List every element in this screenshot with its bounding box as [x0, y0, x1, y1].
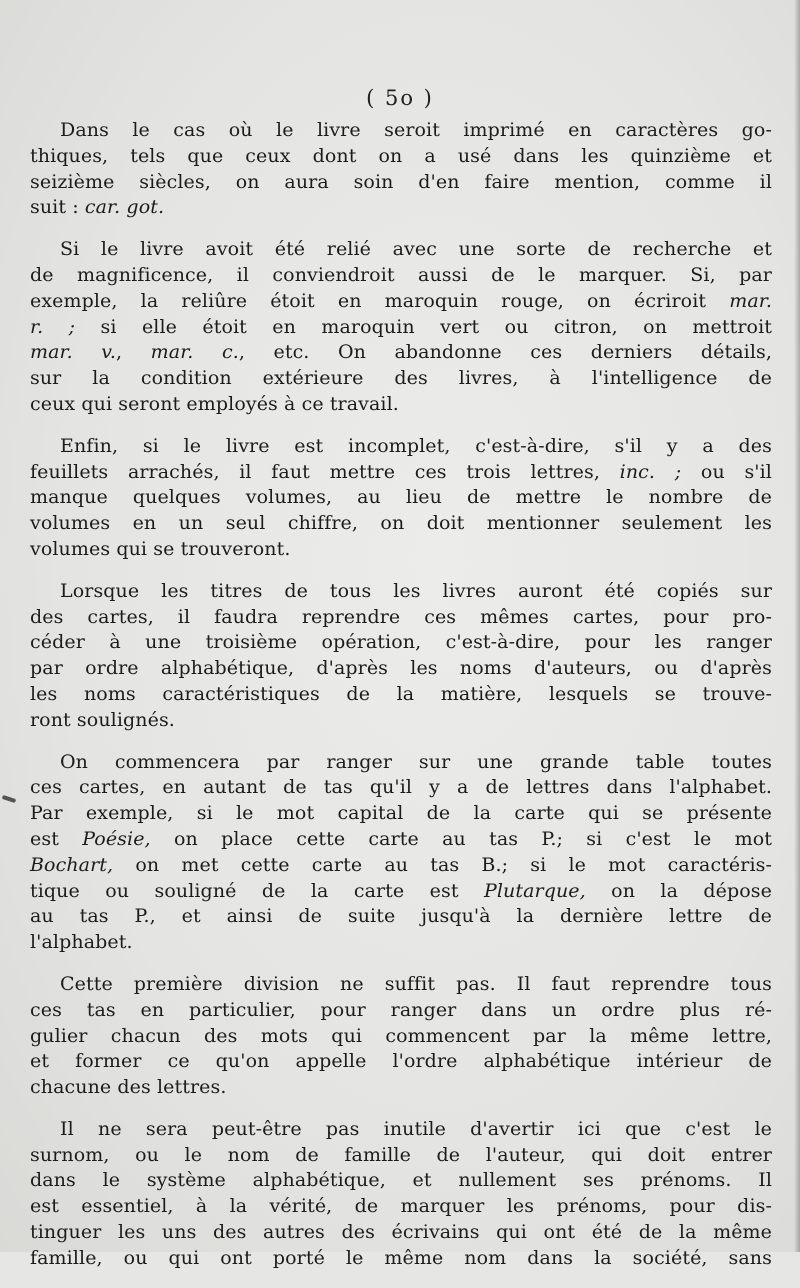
text-line: céder à une troisième opération, c'est-à-dire, pour les ranger	[30, 631, 772, 654]
text-line: volumes qui se trouveront.	[30, 537, 291, 560]
text-line	[30, 853, 772, 879]
text-line	[30, 289, 772, 315]
text-line: et former ce qu'on appelle l'ordre alphabétique intérieur de	[30, 1050, 772, 1073]
paragraph-2	[30, 237, 772, 418]
text-line: sur la condition extérieure des livres, à l'intelligence de	[30, 367, 772, 390]
paragraph-7	[30, 1117, 772, 1272]
text-line: ceux qui seront employés à ce travail.	[30, 392, 399, 415]
text-line: manque quelques volumes, au lieu de mettre le nombre de	[30, 486, 772, 509]
text-line: famille, ou qui ont porté le même nom dans la société, sans	[30, 1246, 772, 1269]
text-line: On commencera par ranger sur une grande table toutes	[60, 750, 772, 773]
text-run: on place cette carte au tas P.; si c'est le mot	[150, 827, 772, 850]
text-line: ces tas en particulier, pour ranger dans un ordre plus ré-	[30, 998, 772, 1021]
italic-run: car. got.	[84, 196, 165, 219]
text-line: au tas P., et ainsi de suite jusqu'à la dernière lettre de	[30, 905, 772, 928]
text-run: on la dépose	[585, 879, 772, 902]
text-run: exemple, la reliûre étoit en maroquin rouge, on écriroit	[30, 289, 730, 312]
italic-run: Plutarque,	[483, 879, 586, 902]
paragraph-3	[30, 434, 772, 563]
text-run: on met cette carte au tas B.; si le mot caractéris-	[113, 853, 772, 876]
italic-run: r. ;	[30, 315, 76, 338]
text-line: tinguer les uns des autres des écrivains qui ont été de la même	[30, 1221, 772, 1244]
text-line: Par exemple, si le mot capital de la carte qui se présente	[30, 802, 772, 825]
text-line: ront soulignés.	[30, 708, 175, 731]
italic-run: inc. ;	[619, 460, 682, 483]
italic-run: Poésie,	[82, 827, 151, 850]
text-line: est essentiel, à la vérité, de marquer les prénoms, pour dis-	[30, 1195, 772, 1218]
text-line: gulier chacun des mots qui commencent par la même lettre,	[30, 1024, 772, 1047]
text-line	[30, 460, 772, 486]
text-line	[30, 340, 772, 366]
text-line: Enfin, si le livre est incomplet, c'est-à-dire, s'il y a des	[60, 434, 772, 457]
text-line: surnom, ou le nom de famille de l'auteur, qui doit entrer	[30, 1143, 772, 1166]
text-line: dans le système alphabétique, et nullement ses prénoms. Il	[30, 1169, 772, 1192]
text-line: Cette première division ne suffit pas. Il faut reprendre tous	[60, 972, 772, 995]
text-line: Il ne sera peut-être pas inutile d'avertir ici que c'est le	[60, 1117, 772, 1140]
text-run: ,	[116, 341, 151, 364]
text-run: est	[30, 827, 83, 850]
text-run: si elle étoit en maroquin vert ou citron, on mettroit	[75, 315, 772, 338]
text-run: feuillets arrachés, il faut mettre ces trois lettres,	[30, 460, 620, 483]
text-line: ces cartes, en autant de tas qu'il y a de lettres dans l'alphabet.	[30, 776, 772, 799]
paragraph-6	[30, 972, 772, 1101]
text-run: , etc. On abandonne ces derniers détails,	[238, 341, 773, 364]
italic-run: mar.	[729, 289, 772, 312]
text-line	[30, 315, 772, 341]
italic-run: mar. v.	[30, 341, 117, 364]
text-line: Lorsque les titres de tous les livres auront été copiés sur	[60, 579, 772, 602]
text-run: tique ou souligné de la carte est	[30, 879, 484, 902]
italic-run: Bochart,	[30, 853, 114, 876]
text-line	[30, 195, 772, 221]
text-run: ou s'il	[681, 460, 772, 483]
text-line: volumes en un seul chiffre, on doit mentionner seulement les	[30, 512, 772, 535]
text-line: chacune des lettres.	[30, 1076, 227, 1099]
text-line: des cartes, il faudra reprendre ces mêmes cartes, pour pro-	[30, 605, 772, 628]
paragraph-4	[30, 579, 772, 734]
page-text	[30, 118, 772, 1288]
page-edge-shadow	[794, 0, 800, 1252]
text-line	[30, 879, 772, 905]
paragraph-5	[30, 750, 772, 956]
text-line: les noms caractéristiques de la matière, lesquels se trouve-	[30, 682, 772, 705]
text-line: de magnificence, il conviendroit aussi de le marquer. Si, par	[30, 263, 772, 286]
text-line: Si le livre avoit été relié avec une sorte de recherche et	[60, 238, 772, 261]
text-line: l'alphabet.	[30, 931, 133, 954]
text-line: par ordre alphabétique, d'après les noms d'auteurs, ou d'après	[30, 657, 772, 680]
text-run: suit :	[30, 196, 85, 219]
page-number: ( 5o )	[366, 86, 434, 110]
text-line: Dans le cas où le livre seroit imprimé en caractères go-	[60, 119, 772, 141]
margin-mark	[2, 795, 17, 803]
text-line: thiques, tels que ceux dont on a usé dans les quinzième et	[30, 144, 772, 167]
italic-run: mar. c.	[150, 341, 239, 364]
paragraph-1	[30, 118, 772, 221]
text-line: seizième siècles, on aura soin d'en faire mention, comme il	[30, 170, 772, 193]
text-line	[30, 827, 772, 853]
